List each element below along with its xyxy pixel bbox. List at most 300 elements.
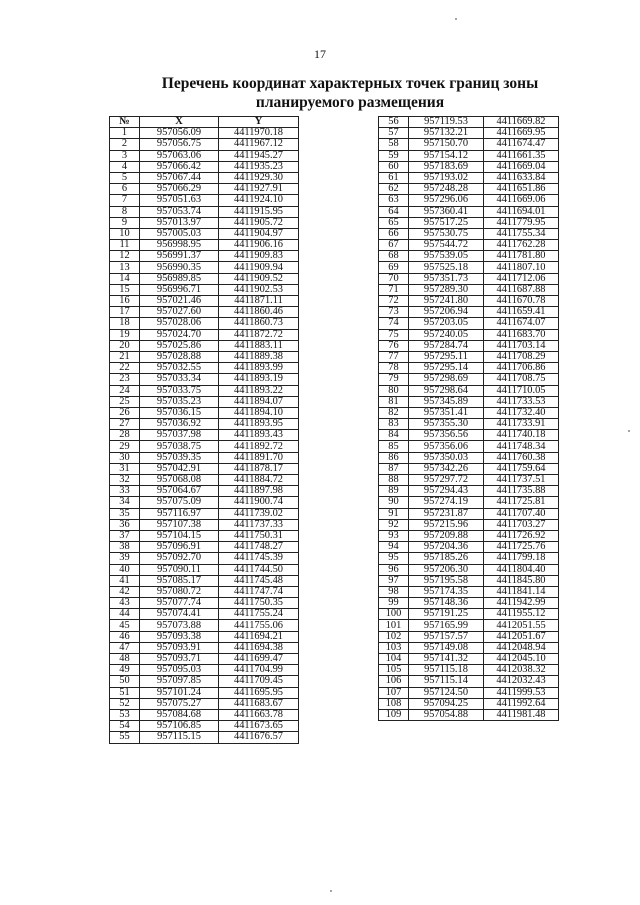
cell-number: 9 — [110, 217, 140, 228]
cell-number: 45 — [110, 620, 140, 631]
table-row — [110, 161, 299, 172]
header-x: X — [140, 117, 219, 128]
cell-number: 74 — [379, 318, 409, 329]
cell-y: 4411674.47 — [484, 139, 559, 150]
cell-number: 109 — [379, 709, 409, 720]
table-row — [110, 318, 299, 329]
cell-x: 957174.35 — [409, 586, 484, 597]
table-row — [110, 519, 299, 530]
cell-y: 4411683.70 — [484, 329, 559, 340]
cell-number: 27 — [110, 419, 140, 430]
cell-y: 4412038.32 — [484, 665, 559, 676]
cell-number: 59 — [379, 150, 409, 161]
cell-number: 14 — [110, 273, 140, 284]
cell-x: 956991.37 — [140, 251, 219, 262]
cell-x: 957106.85 — [140, 721, 219, 732]
cell-y: 4411726.92 — [484, 530, 559, 541]
cell-number: 82 — [379, 407, 409, 418]
cell-y: 4411710.05 — [484, 385, 559, 396]
table-row — [379, 497, 559, 508]
cell-number: 11 — [110, 240, 140, 251]
table-row — [379, 609, 559, 620]
cell-y: 4411970.18 — [219, 128, 299, 139]
cell-y: 4411669.04 — [484, 161, 559, 172]
cell-x: 957284.74 — [409, 340, 484, 351]
table-row — [110, 351, 299, 362]
table-row — [110, 385, 299, 396]
scan-speck — [455, 18, 457, 20]
table-row — [110, 687, 299, 698]
cell-y: 4411732.40 — [484, 407, 559, 418]
table-row — [379, 665, 559, 676]
cell-number: 51 — [110, 687, 140, 698]
table-row — [110, 732, 299, 743]
cell-y: 4412032.43 — [484, 676, 559, 687]
cell-x: 957075.09 — [140, 497, 219, 508]
cell-number: 102 — [379, 631, 409, 642]
cell-x: 957141.32 — [409, 654, 484, 665]
table-row — [110, 609, 299, 620]
cell-number: 67 — [379, 240, 409, 251]
cell-y: 4411733.53 — [484, 396, 559, 407]
cell-y: 4411779.95 — [484, 217, 559, 228]
table-row — [110, 150, 299, 161]
cell-number: 107 — [379, 687, 409, 698]
table-row — [110, 407, 299, 418]
cell-number: 87 — [379, 463, 409, 474]
cell-x: 957101.24 — [140, 687, 219, 698]
table-row — [379, 217, 559, 228]
cell-x: 956989.85 — [140, 273, 219, 284]
cell-x: 957209.88 — [409, 530, 484, 541]
cell-y: 4411878.17 — [219, 463, 299, 474]
cell-x: 957289.30 — [409, 284, 484, 295]
cell-x: 957298.69 — [409, 374, 484, 385]
table-row — [110, 676, 299, 687]
cell-number: 43 — [110, 598, 140, 609]
cell-number: 92 — [379, 519, 409, 530]
cell-x: 957074.41 — [140, 609, 219, 620]
cell-x: 957539.05 — [409, 251, 484, 262]
table-row — [110, 631, 299, 642]
table-row — [379, 184, 559, 195]
table-row — [110, 564, 299, 575]
cell-number: 62 — [379, 184, 409, 195]
cell-x: 957096.91 — [140, 542, 219, 553]
cell-number: 10 — [110, 228, 140, 239]
cell-x: 957005.03 — [140, 228, 219, 239]
cell-x: 957032.55 — [140, 363, 219, 374]
cell-y: 4411744.50 — [219, 564, 299, 575]
cell-x: 957274.19 — [409, 497, 484, 508]
cell-y: 4411955.12 — [484, 609, 559, 620]
cell-number: 72 — [379, 296, 409, 307]
table-row — [110, 329, 299, 340]
cell-y: 4411673.65 — [219, 721, 299, 732]
cell-number: 12 — [110, 251, 140, 262]
table-row — [379, 687, 559, 698]
cell-x: 957051.63 — [140, 195, 219, 206]
page-number: 17 — [314, 47, 326, 61]
cell-number: 17 — [110, 307, 140, 318]
table-row — [379, 340, 559, 351]
cell-x: 957093.91 — [140, 642, 219, 653]
table-row — [110, 184, 299, 195]
cell-number: 4 — [110, 161, 140, 172]
cell-x: 957185.26 — [409, 553, 484, 564]
table-row — [110, 497, 299, 508]
cell-x: 957033.75 — [140, 385, 219, 396]
document-title — [130, 74, 570, 112]
cell-y: 4411708.29 — [484, 351, 559, 362]
cell-number: 86 — [379, 452, 409, 463]
cell-y: 4411759.64 — [484, 463, 559, 474]
cell-x: 957215.96 — [409, 519, 484, 530]
cell-x: 957150.70 — [409, 139, 484, 150]
table-row — [110, 620, 299, 631]
table-row — [379, 508, 559, 519]
table-row — [379, 296, 559, 307]
cell-y: 4411929.30 — [219, 172, 299, 183]
cell-y: 4411708.75 — [484, 374, 559, 385]
table-row — [379, 530, 559, 541]
table-row — [110, 642, 299, 653]
cell-y: 4411725.76 — [484, 542, 559, 553]
cell-number: 28 — [110, 430, 140, 441]
cell-y: 4412045.10 — [484, 654, 559, 665]
table-header-row — [110, 117, 299, 128]
cell-number: 13 — [110, 262, 140, 273]
table-row — [110, 128, 299, 139]
table-row — [379, 631, 559, 642]
cell-y: 4411703.14 — [484, 340, 559, 351]
cell-y: 4411694.38 — [219, 642, 299, 653]
cell-y: 4411909.83 — [219, 251, 299, 262]
cell-number: 19 — [110, 329, 140, 340]
cell-number: 69 — [379, 262, 409, 273]
cell-number: 47 — [110, 642, 140, 653]
table-row — [110, 575, 299, 586]
cell-number: 16 — [110, 296, 140, 307]
cell-y: 4411902.53 — [219, 284, 299, 295]
cell-number: 7 — [110, 195, 140, 206]
title-line-2: планируемого размещения — [255, 94, 445, 111]
cell-number: 58 — [379, 139, 409, 150]
cell-number: 22 — [110, 363, 140, 374]
cell-x: 957248.28 — [409, 184, 484, 195]
cell-number: 105 — [379, 665, 409, 676]
table-row — [110, 206, 299, 217]
cell-x: 957066.42 — [140, 161, 219, 172]
cell-y: 4411704.99 — [219, 665, 299, 676]
cell-y: 4411740.18 — [484, 430, 559, 441]
cell-y: 4411748.27 — [219, 542, 299, 553]
header-y: Y — [219, 117, 299, 128]
table-row — [110, 598, 299, 609]
table-row — [110, 273, 299, 284]
cell-x: 957068.08 — [140, 475, 219, 486]
table-row — [379, 419, 559, 430]
cell-y: 4411807.10 — [484, 262, 559, 273]
coordinates-table-left — [109, 116, 299, 744]
table-row — [379, 273, 559, 284]
table-row — [379, 139, 559, 150]
cell-number: 78 — [379, 363, 409, 374]
table-row — [110, 284, 299, 295]
cell-number: 8 — [110, 206, 140, 217]
cell-y: 4411661.35 — [484, 150, 559, 161]
table-row — [379, 195, 559, 206]
cell-x: 957013.97 — [140, 217, 219, 228]
cell-number: 108 — [379, 698, 409, 709]
cell-number: 85 — [379, 441, 409, 452]
cell-number: 46 — [110, 631, 140, 642]
cell-x: 957116.97 — [140, 508, 219, 519]
cell-number: 1 — [110, 128, 140, 139]
cell-x: 957206.94 — [409, 307, 484, 318]
cell-y: 4411891.70 — [219, 452, 299, 463]
cell-x: 957154.12 — [409, 150, 484, 161]
table-row — [110, 396, 299, 407]
table-row — [379, 709, 559, 720]
cell-y: 4411737.51 — [484, 475, 559, 486]
cell-x: 957093.71 — [140, 654, 219, 665]
cell-y: 4411735.88 — [484, 486, 559, 497]
cell-y: 4411659.41 — [484, 307, 559, 318]
cell-number: 52 — [110, 698, 140, 709]
cell-number: 88 — [379, 475, 409, 486]
cell-y: 4411893.43 — [219, 430, 299, 441]
cell-x: 957107.38 — [140, 519, 219, 530]
cell-number: 95 — [379, 553, 409, 564]
cell-y: 4411633.84 — [484, 172, 559, 183]
cell-y: 4411909.52 — [219, 273, 299, 284]
cell-y: 4411967.12 — [219, 139, 299, 150]
cell-number: 56 — [379, 117, 409, 128]
table-row — [379, 128, 559, 139]
cell-x: 957115.15 — [140, 732, 219, 743]
cell-y: 4411706.86 — [484, 363, 559, 374]
cell-number: 21 — [110, 351, 140, 362]
cell-x: 957033.34 — [140, 374, 219, 385]
cell-x: 957025.86 — [140, 340, 219, 351]
cell-y: 4411712.06 — [484, 273, 559, 284]
cell-number: 100 — [379, 609, 409, 620]
cell-x: 957097.85 — [140, 676, 219, 687]
cell-number: 18 — [110, 318, 140, 329]
scan-speck — [330, 890, 332, 892]
cell-y: 4411676.57 — [219, 732, 299, 743]
cell-x: 957064.67 — [140, 486, 219, 497]
table-row — [379, 351, 559, 362]
table-row — [379, 598, 559, 609]
table-row — [379, 654, 559, 665]
cell-x: 957094.25 — [409, 698, 484, 709]
table-row — [110, 340, 299, 351]
cell-number: 30 — [110, 452, 140, 463]
cell-y: 4411739.02 — [219, 508, 299, 519]
cell-number: 93 — [379, 530, 409, 541]
cell-y: 4411674.07 — [484, 318, 559, 329]
cell-x: 957038.75 — [140, 441, 219, 452]
cell-y: 4411924.10 — [219, 195, 299, 206]
table-row — [379, 284, 559, 295]
cell-x: 957053.74 — [140, 206, 219, 217]
cell-y: 4411747.74 — [219, 586, 299, 597]
cell-x: 957036.15 — [140, 407, 219, 418]
cell-y: 4411745.48 — [219, 575, 299, 586]
cell-x: 957084.68 — [140, 709, 219, 720]
table-row — [379, 329, 559, 340]
cell-number: 75 — [379, 329, 409, 340]
cell-x: 957149.08 — [409, 642, 484, 653]
coordinates-table-right — [378, 116, 559, 721]
cell-number: 99 — [379, 598, 409, 609]
table-row — [379, 172, 559, 183]
cell-y: 4411733.91 — [484, 419, 559, 430]
cell-y: 4411927.91 — [219, 184, 299, 195]
table-row — [379, 430, 559, 441]
table-row — [110, 363, 299, 374]
table-row — [110, 430, 299, 441]
cell-y: 4411737.33 — [219, 519, 299, 530]
cell-number: 106 — [379, 676, 409, 687]
cell-x: 957356.56 — [409, 430, 484, 441]
cell-y: 4411669.95 — [484, 128, 559, 139]
table-row — [110, 307, 299, 318]
cell-x: 957080.72 — [140, 586, 219, 597]
cell-number: 48 — [110, 654, 140, 665]
table-row — [379, 452, 559, 463]
cell-y: 4411889.38 — [219, 351, 299, 362]
cell-x: 957035.23 — [140, 396, 219, 407]
cell-number: 32 — [110, 475, 140, 486]
cell-number: 84 — [379, 430, 409, 441]
cell-y: 4411669.06 — [484, 195, 559, 206]
cell-x: 957115.14 — [409, 676, 484, 687]
table-row — [110, 530, 299, 541]
cell-number: 54 — [110, 721, 140, 732]
cell-number: 71 — [379, 284, 409, 295]
table-row — [379, 374, 559, 385]
table-row — [379, 475, 559, 486]
cell-number: 37 — [110, 530, 140, 541]
cell-number: 79 — [379, 374, 409, 385]
table-row — [110, 721, 299, 732]
cell-y: 4411687.88 — [484, 284, 559, 295]
cell-x: 957350.03 — [409, 452, 484, 463]
cell-y: 4411699.47 — [219, 654, 299, 665]
cell-x: 957295.11 — [409, 351, 484, 362]
cell-number: 23 — [110, 374, 140, 385]
table-row — [110, 217, 299, 228]
cell-number: 81 — [379, 396, 409, 407]
cell-y: 4411845.80 — [484, 575, 559, 586]
cell-number: 38 — [110, 542, 140, 553]
cell-x: 957544.72 — [409, 240, 484, 251]
table-row — [110, 475, 299, 486]
table-row — [110, 172, 299, 183]
cell-number: 3 — [110, 150, 140, 161]
table-row — [110, 228, 299, 239]
cell-number: 44 — [110, 609, 140, 620]
cell-x: 957054.88 — [409, 709, 484, 720]
cell-number: 33 — [110, 486, 140, 497]
cell-number: 103 — [379, 642, 409, 653]
table-row — [379, 586, 559, 597]
table-row — [379, 206, 559, 217]
cell-y: 4411893.19 — [219, 374, 299, 385]
table-row — [379, 251, 559, 262]
cell-y: 4411893.95 — [219, 419, 299, 430]
table-row — [110, 262, 299, 273]
cell-y: 4411897.98 — [219, 486, 299, 497]
cell-number: 73 — [379, 307, 409, 318]
table-row — [379, 519, 559, 530]
cell-number: 90 — [379, 497, 409, 508]
cell-number: 66 — [379, 228, 409, 239]
table-row — [110, 240, 299, 251]
cell-number: 61 — [379, 172, 409, 183]
cell-number: 31 — [110, 463, 140, 474]
cell-number: 50 — [110, 676, 140, 687]
table-row — [379, 262, 559, 273]
cell-y: 4411883.11 — [219, 340, 299, 351]
cell-y: 4411981.48 — [484, 709, 559, 720]
cell-number: 70 — [379, 273, 409, 284]
cell-y: 4411999.53 — [484, 687, 559, 698]
cell-y: 4411748.34 — [484, 441, 559, 452]
table-row — [379, 698, 559, 709]
cell-x: 957165.99 — [409, 620, 484, 631]
cell-x: 957356.06 — [409, 441, 484, 452]
cell-x: 957294.43 — [409, 486, 484, 497]
table-row — [379, 441, 559, 452]
table-row — [110, 508, 299, 519]
cell-x: 957204.36 — [409, 542, 484, 553]
cell-number: 89 — [379, 486, 409, 497]
cell-number: 29 — [110, 441, 140, 452]
cell-y: 4411799.18 — [484, 553, 559, 564]
cell-number: 25 — [110, 396, 140, 407]
cell-x: 957206.30 — [409, 564, 484, 575]
cell-y: 4411725.81 — [484, 497, 559, 508]
cell-x: 957056.75 — [140, 139, 219, 150]
cell-y: 4411841.14 — [484, 586, 559, 597]
table-row — [379, 463, 559, 474]
cell-number: 64 — [379, 206, 409, 217]
cell-y: 4412048.94 — [484, 642, 559, 653]
table-row — [379, 642, 559, 653]
cell-x: 957077.74 — [140, 598, 219, 609]
cell-y: 4411755.24 — [219, 609, 299, 620]
cell-x: 957296.06 — [409, 195, 484, 206]
cell-y: 4411935.23 — [219, 161, 299, 172]
cell-y: 4411900.74 — [219, 497, 299, 508]
table-row — [379, 307, 559, 318]
cell-number: 60 — [379, 161, 409, 172]
cell-x: 957021.46 — [140, 296, 219, 307]
table-row — [379, 240, 559, 251]
cell-x: 956990.35 — [140, 262, 219, 273]
cell-number: 94 — [379, 542, 409, 553]
cell-x: 957240.05 — [409, 329, 484, 340]
cell-number: 83 — [379, 419, 409, 430]
cell-number: 40 — [110, 564, 140, 575]
cell-x: 957115.18 — [409, 665, 484, 676]
cell-x: 957028.88 — [140, 351, 219, 362]
cell-x: 957297.72 — [409, 475, 484, 486]
